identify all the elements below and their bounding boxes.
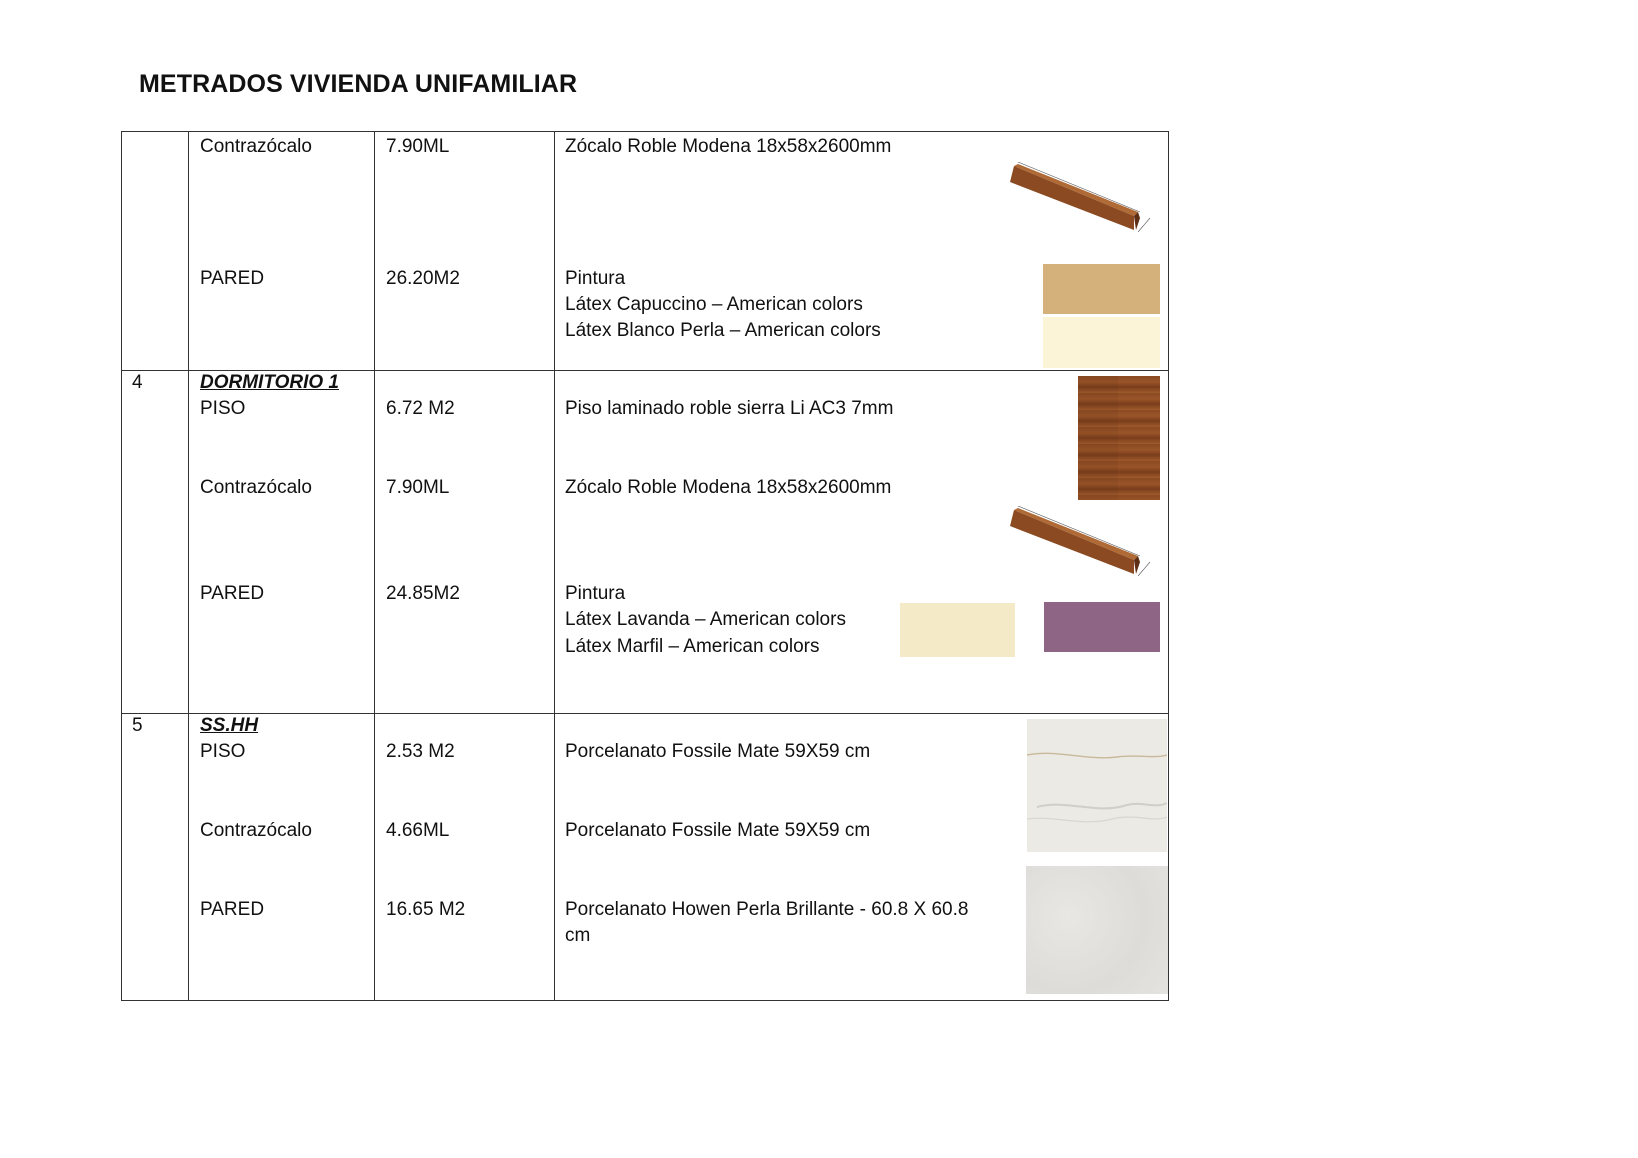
material-description: Pintura [565, 268, 626, 289]
quantity-value: 2.53 M2 [386, 741, 455, 762]
zocalo-molding-image [1010, 506, 1160, 576]
quantity-value: 6.72 M2 [386, 398, 455, 419]
grey-stone-tile-image [1026, 866, 1168, 994]
material-description: Zócalo Roble Modena 18x58x2600mm [565, 477, 892, 498]
laminate-floor-image [1078, 376, 1160, 500]
zocalo-molding-image [1010, 162, 1160, 232]
material-description: Látex Capuccino – American colors [565, 294, 863, 315]
blanco-perla-swatch [1043, 317, 1160, 368]
page-title: METRADOS VIVIENDA UNIFAMILIAR [139, 70, 578, 98]
material-description: Porcelanato Fossile Mate 59X59 cm [565, 741, 871, 762]
quantity-value: 7.90ML [386, 477, 450, 498]
material-description: Porcelanato Howen Perla Brillante - 60.8 X 60.8 cm [565, 899, 969, 946]
material-description: Látex Lavanda – American colors [565, 609, 846, 630]
lavanda-swatch [1044, 602, 1160, 652]
material-description: Látex Marfil – American colors [565, 636, 820, 657]
item-label: PISO [200, 741, 246, 762]
quantity-value: 4.66ML [386, 820, 450, 841]
item-label: Contrazócalo [200, 820, 312, 841]
column-divider [188, 132, 189, 1000]
item-label: Contrazócalo [200, 136, 312, 157]
quantity-value: 24.85M2 [386, 583, 460, 604]
column-divider [554, 132, 555, 1000]
material-description: Pintura [565, 583, 626, 604]
row-divider [122, 713, 1168, 714]
item-label: PARED [200, 899, 265, 920]
material-description: Zócalo Roble Modena 18x58x2600mm [565, 136, 892, 157]
material-description: Látex Blanco Perla – American colors [565, 320, 881, 341]
metrados-table [121, 131, 1169, 1001]
column-divider [374, 132, 375, 1000]
quantity-value: 16.65 M2 [386, 899, 466, 920]
section-title: SS.HH [200, 715, 259, 736]
quantity-value: 26.20M2 [386, 268, 460, 289]
material-description: Porcelanato Fossile Mate 59X59 cm [565, 820, 871, 841]
material-description: Piso laminado roble sierra Li AC3 7mm [565, 398, 894, 419]
quantity-value: 7.90ML [386, 136, 450, 157]
marfil-swatch [900, 603, 1015, 657]
row-number: 4 [132, 372, 143, 393]
marble-tile-image [1027, 719, 1167, 852]
item-label: Contrazócalo [200, 477, 312, 498]
row-number: 5 [132, 715, 143, 736]
item-label: PARED [200, 583, 265, 604]
section-title: DORMITORIO 1 [200, 372, 339, 393]
item-label: PISO [200, 398, 246, 419]
capuccino-swatch [1043, 264, 1160, 314]
item-label: PARED [200, 268, 265, 289]
